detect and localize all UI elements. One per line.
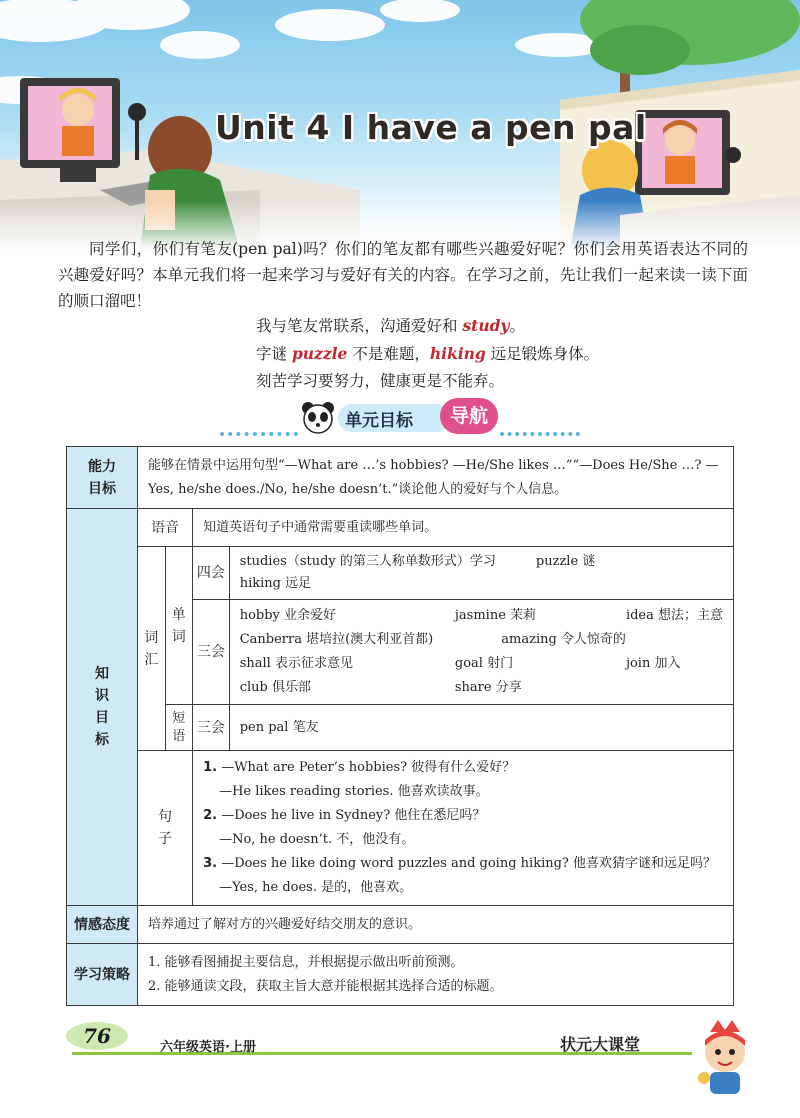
phrase-row	[67, 705, 734, 751]
strategy-label: 学习策略	[67, 944, 138, 1006]
section-title: 单元目标	[345, 411, 413, 431]
three-label: 三会	[193, 600, 230, 705]
rhyme	[256, 312, 599, 395]
intro-paragraph: 同学们，你们有笔友(pen pal)吗？你们的笔友都有哪些兴趣爱好呢？你们会用英语表达不同的兴趣爱好吗？本单元我们将一起来学习与爱好有关的内容。在学习之前，先让我们一起来读一读下面的顺口溜吧！	[58, 240, 748, 310]
word-label: 单 词	[165, 547, 193, 705]
word-club: club 俱乐部	[239, 680, 311, 695]
phrase-label: 短 语	[165, 705, 193, 751]
word-idea: idea 想法；主意	[625, 608, 723, 623]
three-word-row	[240, 628, 723, 652]
unit-goals-table	[66, 446, 734, 1006]
book-title: 六年级英语·上册	[160, 1040, 256, 1055]
four-label: 四会	[193, 547, 230, 600]
strategy-item-1: 1. 能够看图捕捉主要信息，并根据提示做出听前预测。	[148, 954, 464, 970]
sentence-3-q: 3. —Does he like doing word puzzles and going hiking? 他喜欢猜字谜和远足吗？	[203, 856, 717, 871]
word-canberra: Canberra 堪培拉(澳大利亚首都)	[239, 632, 434, 647]
three-word-row	[240, 676, 723, 700]
webcam-right-icon	[725, 147, 741, 163]
word-share: share 分享	[454, 680, 522, 695]
sentence-1-a: —He likes reading stories. 他喜欢读故事。	[219, 784, 489, 799]
ability-text: 能够在情景中运用句型“—What are …’s hobbies? —He/She likes …”“—Does He/She …? —Yes, he/she does./No, he/she doesn’t.”谈论他人的爱好与个人信息。	[138, 447, 734, 509]
word-shall: shall 表示征求意见	[239, 656, 353, 671]
strategy-row	[67, 944, 734, 1006]
word-goal: goal 射门	[454, 656, 514, 671]
four-item-hiking: hiking 远足	[239, 576, 312, 591]
word-amazing: amazing 令人惊奇的	[501, 632, 626, 647]
phonics-label: 语音	[138, 509, 193, 547]
three-word-row	[240, 652, 723, 676]
phrase-level: 三会	[193, 705, 230, 751]
panda-icon	[300, 400, 336, 436]
rhyme-line-1: 我与笔友常联系，沟通爱好和 study。	[256, 316, 525, 335]
sentence-2-q: 2. —Does he live in Sydney? 他住在悉尼吗？	[203, 808, 486, 823]
emotion-text: 培养通过了解对方的兴趣爱好结交朋友的意识。	[138, 906, 734, 944]
webcam-icon	[128, 103, 146, 121]
rhyme-line-2: 字谜 puzzle 不是难题，hiking 远足锻炼身体。	[256, 344, 600, 363]
word-hobby: hobby 业余爱好	[239, 608, 337, 623]
strategy-item-2: 2. 能够通读文段，获取主旨大意并能根据其选择合适的标题。	[148, 978, 503, 994]
brand-name: 状元大课堂	[560, 1035, 641, 1054]
word-join: join 加入	[625, 656, 681, 671]
sentence-2-a: —No, he doesn’t. 不，他没有。	[219, 832, 415, 847]
unit-title: Unit 4 I have a pen pal	[215, 108, 647, 147]
vocab-label: 词 汇	[138, 547, 166, 751]
word-jasmine: jasmine 茉莉	[454, 608, 537, 623]
vocab-four-row	[67, 547, 734, 600]
ability-row	[67, 447, 734, 509]
hero-banner	[0, 0, 800, 250]
right-monitor	[635, 110, 730, 195]
rhyme-line-3: 刻苦学习要努力，健康更是不能弃。	[256, 372, 505, 390]
sentence-1-q: 1. —What are Peter’s hobbies? 彼得有什么爱好？	[203, 760, 516, 775]
phrase-text: pen pal 笔友	[229, 705, 733, 751]
phonics-row	[67, 509, 734, 547]
dotted-divider-left	[220, 432, 298, 436]
three-word-grid	[240, 604, 723, 700]
sentence-3-a: —Yes, he does. 是的，他喜欢。	[219, 880, 413, 895]
knowledge-label: 知 识 目 标	[67, 509, 138, 906]
page-number: 76	[66, 1022, 128, 1050]
section-badge: 导航	[440, 398, 498, 434]
dotted-divider-right	[500, 432, 580, 436]
emotion-row	[67, 906, 734, 944]
three-word-row	[240, 604, 723, 628]
sentence-row	[67, 751, 734, 906]
ability-label: 能力 目标	[67, 447, 138, 509]
keyword-puzzle: puzzle	[291, 344, 348, 363]
emotion-label: 情感态度	[67, 906, 138, 944]
four-item-studies: studies（study 的第三人称单数形式）学习	[239, 554, 496, 569]
left-monitor	[20, 78, 120, 182]
four-item-puzzle: puzzle 谜	[535, 554, 596, 569]
phonics-text: 知道英语句子中通常需要重读哪些单词。	[193, 509, 734, 547]
keyword-hiking: hiking	[429, 344, 486, 363]
sentence-label: 句 子	[138, 751, 193, 906]
mascot-icon	[690, 1018, 760, 1098]
keyword-study: study	[462, 316, 510, 335]
